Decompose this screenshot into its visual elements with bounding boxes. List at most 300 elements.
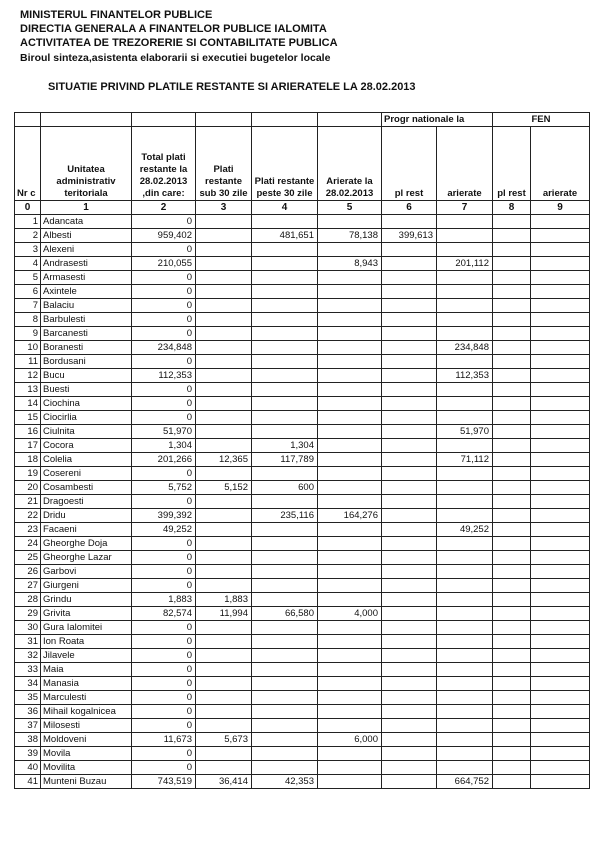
fen-arierate-cell: [531, 747, 590, 761]
unit-name: Cocora: [41, 439, 132, 453]
row-number: 40: [15, 761, 41, 775]
arierate-cell: [318, 523, 382, 537]
fen-plrest-cell: [493, 285, 531, 299]
pn-arierate-cell: [437, 747, 493, 761]
peste30-cell: [252, 341, 318, 355]
fen-arierate-cell: [531, 327, 590, 341]
fen-plrest-cell: [493, 355, 531, 369]
peste30-cell: [252, 285, 318, 299]
table-body: [15, 215, 590, 789]
unit-name: Buesti: [41, 383, 132, 397]
arrears-table: [14, 112, 590, 789]
total-cell: 0: [132, 663, 196, 677]
peste30-cell: [252, 467, 318, 481]
peste30-cell: [252, 593, 318, 607]
fen-plrest-cell: [493, 775, 531, 789]
total-cell: 0: [132, 467, 196, 481]
fen-plrest-cell: [493, 719, 531, 733]
pn-arierate-cell: 71,112: [437, 453, 493, 467]
arierate-cell: [318, 411, 382, 425]
pn-arierate-cell: [437, 383, 493, 397]
col-number: 6: [382, 201, 437, 215]
total-cell: 82,574: [132, 607, 196, 621]
row-number: 15: [15, 411, 41, 425]
fen-arierate-cell: [531, 495, 590, 509]
fen-plrest-cell: [493, 397, 531, 411]
arierate-cell: [318, 327, 382, 341]
total-cell: 0: [132, 397, 196, 411]
fen-arierate-cell: [531, 369, 590, 383]
sub30-cell: [196, 747, 252, 761]
pn-plrest-cell: [382, 383, 437, 397]
sub30-cell: [196, 299, 252, 313]
peste30-cell: [252, 425, 318, 439]
unit-name: Balaciu: [41, 299, 132, 313]
sub30-cell: [196, 537, 252, 551]
unit-name: Armasesti: [41, 271, 132, 285]
sub30-cell: [196, 439, 252, 453]
total-cell: 0: [132, 285, 196, 299]
fen-arierate-cell: [531, 691, 590, 705]
fen-plrest-cell: [493, 509, 531, 523]
row-number: 12: [15, 369, 41, 383]
peste30-cell: [252, 355, 318, 369]
sub30-cell: [196, 621, 252, 635]
pn-arierate-cell: 234,848: [437, 341, 493, 355]
row-number: 9: [15, 327, 41, 341]
peste30-cell: 235,116: [252, 509, 318, 523]
fen-plrest-cell: [493, 411, 531, 425]
fen-arierate-cell: [531, 593, 590, 607]
col-header-total: Total plati restante la 28.02.2013 ,din care:: [132, 127, 196, 201]
fen-arierate-cell: [531, 649, 590, 663]
peste30-cell: [252, 579, 318, 593]
sub30-cell: 1,883: [196, 593, 252, 607]
unit-name: Barbulesti: [41, 313, 132, 327]
total-cell: 399,392: [132, 509, 196, 523]
sub30-cell: [196, 705, 252, 719]
total-cell: 112,353: [132, 369, 196, 383]
row-number: 25: [15, 551, 41, 565]
header-directorate: DIRECTIA GENERALA A FINANTELOR PUBLICE IALOMITA: [20, 23, 327, 35]
pn-arierate-cell: [437, 761, 493, 775]
sub30-cell: [196, 691, 252, 705]
sub30-cell: 5,673: [196, 733, 252, 747]
table-row: [15, 719, 590, 733]
arierate-cell: [318, 271, 382, 285]
table-row: [15, 663, 590, 677]
pn-arierate-cell: [437, 565, 493, 579]
pn-plrest-cell: [382, 341, 437, 355]
peste30-cell: [252, 537, 318, 551]
fen-arierate-cell: [531, 509, 590, 523]
fen-plrest-cell: [493, 677, 531, 691]
arierate-cell: [318, 579, 382, 593]
sub30-cell: [196, 229, 252, 243]
fen-arierate-cell: [531, 313, 590, 327]
table-row: [15, 355, 590, 369]
total-cell: 0: [132, 299, 196, 313]
total-cell: 51,970: [132, 425, 196, 439]
arierate-cell: [318, 355, 382, 369]
peste30-cell: [252, 397, 318, 411]
fen-plrest-cell: [493, 229, 531, 243]
sub30-cell: [196, 383, 252, 397]
sub30-cell: [196, 579, 252, 593]
sub30-cell: [196, 313, 252, 327]
header-empty-cell: [196, 113, 252, 127]
pn-arierate-cell: [437, 593, 493, 607]
peste30-cell: [252, 551, 318, 565]
header-empty-cell: [318, 113, 382, 127]
pn-arierate-cell: [437, 271, 493, 285]
row-number: 4: [15, 257, 41, 271]
arierate-cell: [318, 677, 382, 691]
table-row: [15, 383, 590, 397]
header-ministry: MINISTERUL FINANTELOR PUBLICE: [20, 9, 213, 21]
unit-name: Mihail kogalnicea: [41, 705, 132, 719]
fen-arierate-cell: [531, 229, 590, 243]
total-cell: 0: [132, 747, 196, 761]
arierate-cell: 78,138: [318, 229, 382, 243]
table-row: [15, 635, 590, 649]
arierate-cell: 4,000: [318, 607, 382, 621]
total-cell: 0: [132, 383, 196, 397]
pn-arierate-cell: [437, 495, 493, 509]
pn-plrest-cell: [382, 495, 437, 509]
fen-arierate-cell: [531, 271, 590, 285]
unit-name: Cosambesti: [41, 481, 132, 495]
row-number: 36: [15, 705, 41, 719]
col-header-pn-plrest: pl rest: [382, 127, 437, 201]
fen-plrest-cell: [493, 607, 531, 621]
row-number: 34: [15, 677, 41, 691]
fen-arierate-cell: [531, 453, 590, 467]
table-row: [15, 495, 590, 509]
row-number: 26: [15, 565, 41, 579]
arierate-cell: [318, 397, 382, 411]
table-row: [15, 257, 590, 271]
arierate-cell: [318, 593, 382, 607]
arierate-cell: [318, 719, 382, 733]
row-number: 7: [15, 299, 41, 313]
pn-arierate-cell: [437, 621, 493, 635]
fen-plrest-cell: [493, 551, 531, 565]
fen-plrest-cell: [493, 621, 531, 635]
unit-name: Manasia: [41, 677, 132, 691]
pn-plrest-cell: [382, 397, 437, 411]
peste30-cell: 117,789: [252, 453, 318, 467]
sub30-cell: [196, 467, 252, 481]
row-number: 28: [15, 593, 41, 607]
sub30-cell: [196, 215, 252, 229]
pn-arierate-cell: [437, 691, 493, 705]
pn-arierate-cell: [437, 537, 493, 551]
row-number: 21: [15, 495, 41, 509]
table-row: [15, 467, 590, 481]
total-cell: 0: [132, 271, 196, 285]
table-row: [15, 341, 590, 355]
sub30-cell: [196, 327, 252, 341]
unit-name: Cosereni: [41, 467, 132, 481]
fen-arierate-cell: [531, 425, 590, 439]
sub30-cell: [196, 257, 252, 271]
row-number: 14: [15, 397, 41, 411]
row-number: 17: [15, 439, 41, 453]
total-cell: 0: [132, 551, 196, 565]
sub30-cell: [196, 355, 252, 369]
pn-arierate-cell: [437, 411, 493, 425]
pn-plrest-cell: [382, 425, 437, 439]
unit-name: Jilavele: [41, 649, 132, 663]
pn-arierate-cell: [437, 355, 493, 369]
unit-name: Giurgeni: [41, 579, 132, 593]
table-row: [15, 509, 590, 523]
pn-plrest-cell: [382, 635, 437, 649]
pn-arierate-cell: [437, 733, 493, 747]
pn-plrest-cell: [382, 649, 437, 663]
arierate-cell: [318, 537, 382, 551]
fen-plrest-cell: [493, 383, 531, 397]
table-row: [15, 733, 590, 747]
unit-name: Moldoveni: [41, 733, 132, 747]
fen-arierate-cell: [531, 523, 590, 537]
unit-name: Albesti: [41, 229, 132, 243]
total-cell: 0: [132, 355, 196, 369]
peste30-cell: [252, 705, 318, 719]
peste30-cell: [252, 691, 318, 705]
pn-plrest-cell: [382, 439, 437, 453]
peste30-cell: [252, 495, 318, 509]
unit-name: Milosesti: [41, 719, 132, 733]
table-row: [15, 775, 590, 789]
pn-arierate-cell: [437, 551, 493, 565]
pn-plrest-cell: [382, 285, 437, 299]
arierate-cell: [318, 705, 382, 719]
peste30-cell: [252, 663, 318, 677]
unit-name: Movilita: [41, 761, 132, 775]
col-number: 7: [437, 201, 493, 215]
pn-plrest-cell: [382, 523, 437, 537]
pn-arierate-cell: [437, 509, 493, 523]
row-number: 18: [15, 453, 41, 467]
sub30-cell: [196, 369, 252, 383]
total-cell: 0: [132, 495, 196, 509]
peste30-cell: 600: [252, 481, 318, 495]
unit-name: Ion Roata: [41, 635, 132, 649]
total-cell: 0: [132, 761, 196, 775]
group-header-progr: Progr nationale la: [382, 113, 493, 127]
col-header-fen-plrest: pl rest: [493, 127, 531, 201]
row-number: 29: [15, 607, 41, 621]
total-cell: 0: [132, 537, 196, 551]
pn-plrest-cell: [382, 215, 437, 229]
unit-name: Movila: [41, 747, 132, 761]
total-cell: 0: [132, 313, 196, 327]
pn-plrest-cell: [382, 453, 437, 467]
total-cell: 234,848: [132, 341, 196, 355]
fen-arierate-cell: [531, 537, 590, 551]
row-number: 33: [15, 663, 41, 677]
arierate-cell: [318, 747, 382, 761]
peste30-cell: 42,353: [252, 775, 318, 789]
fen-plrest-cell: [493, 341, 531, 355]
pn-arierate-cell: [437, 677, 493, 691]
fen-plrest-cell: [493, 691, 531, 705]
sub30-cell: [196, 397, 252, 411]
fen-plrest-cell: [493, 439, 531, 453]
pn-arierate-cell: [437, 299, 493, 313]
total-cell: 0: [132, 719, 196, 733]
arierate-cell: [318, 285, 382, 299]
peste30-cell: [252, 761, 318, 775]
table-row: [15, 677, 590, 691]
total-cell: 201,266: [132, 453, 196, 467]
sub30-cell: [196, 761, 252, 775]
pn-plrest-cell: [382, 677, 437, 691]
fen-arierate-cell: [531, 383, 590, 397]
arierate-cell: [318, 313, 382, 327]
table-row: [15, 397, 590, 411]
table-row: [15, 453, 590, 467]
unit-name: Gheorghe Lazar: [41, 551, 132, 565]
pn-plrest-cell: [382, 551, 437, 565]
total-cell: 210,055: [132, 257, 196, 271]
pn-plrest-cell: [382, 537, 437, 551]
col-header-pn-arierate: arierate: [437, 127, 493, 201]
row-number: 31: [15, 635, 41, 649]
row-number: 24: [15, 537, 41, 551]
peste30-cell: [252, 411, 318, 425]
pn-plrest-cell: [382, 607, 437, 621]
fen-arierate-cell: [531, 621, 590, 635]
pn-plrest-cell: [382, 733, 437, 747]
pn-plrest-cell: [382, 775, 437, 789]
unit-name: Munteni Buzau: [41, 775, 132, 789]
peste30-cell: [252, 565, 318, 579]
pn-plrest-cell: [382, 565, 437, 579]
arierate-cell: [318, 453, 382, 467]
arierate-cell: [318, 467, 382, 481]
col-header-sub30: Plati restante sub 30 zile: [196, 127, 252, 201]
sub30-cell: [196, 663, 252, 677]
table-row: [15, 425, 590, 439]
unit-name: Marculesti: [41, 691, 132, 705]
row-number: 30: [15, 621, 41, 635]
col-header-arierate: Arierate la 28.02.2013: [318, 127, 382, 201]
row-number: 32: [15, 649, 41, 663]
sub30-cell: [196, 341, 252, 355]
table-row: [15, 705, 590, 719]
total-cell: 11,673: [132, 733, 196, 747]
pn-plrest-cell: 399,613: [382, 229, 437, 243]
pn-arierate-cell: [437, 705, 493, 719]
row-number: 3: [15, 243, 41, 257]
pn-plrest-cell: [382, 327, 437, 341]
arierate-cell: [318, 369, 382, 383]
pn-plrest-cell: [382, 355, 437, 369]
sub30-cell: [196, 523, 252, 537]
total-cell: 0: [132, 243, 196, 257]
pn-arierate-cell: 51,970: [437, 425, 493, 439]
peste30-cell: [252, 243, 318, 257]
unit-name: Grivita: [41, 607, 132, 621]
col-number: 8: [493, 201, 531, 215]
fen-arierate-cell: [531, 551, 590, 565]
fen-plrest-cell: [493, 663, 531, 677]
pn-plrest-cell: [382, 257, 437, 271]
fen-plrest-cell: [493, 467, 531, 481]
col-header-unitatea: Unitatea administrativ teritoriala: [41, 127, 132, 201]
total-cell: 959,402: [132, 229, 196, 243]
fen-plrest-cell: [493, 593, 531, 607]
pn-plrest-cell: [382, 509, 437, 523]
peste30-cell: [252, 369, 318, 383]
fen-plrest-cell: [493, 537, 531, 551]
total-cell: 743,519: [132, 775, 196, 789]
arierate-cell: [318, 761, 382, 775]
pn-arierate-cell: 664,752: [437, 775, 493, 789]
row-number: 27: [15, 579, 41, 593]
peste30-cell: [252, 215, 318, 229]
unit-name: Maia: [41, 663, 132, 677]
total-cell: 0: [132, 677, 196, 691]
unit-name: Gura Ialomitei: [41, 621, 132, 635]
header-empty-cell: [15, 113, 41, 127]
fen-arierate-cell: [531, 467, 590, 481]
arierate-cell: [318, 663, 382, 677]
total-cell: 0: [132, 215, 196, 229]
fen-arierate-cell: [531, 257, 590, 271]
fen-plrest-cell: [493, 299, 531, 313]
arierate-cell: [318, 243, 382, 257]
table-row: [15, 761, 590, 775]
sub30-cell: [196, 677, 252, 691]
pn-arierate-cell: [437, 467, 493, 481]
pn-arierate-cell: 201,112: [437, 257, 493, 271]
fen-arierate-cell: [531, 663, 590, 677]
col-number: 1: [41, 201, 132, 215]
table-row: [15, 313, 590, 327]
total-cell: 0: [132, 621, 196, 635]
peste30-cell: [252, 649, 318, 663]
fen-plrest-cell: [493, 425, 531, 439]
fen-arierate-cell: [531, 243, 590, 257]
pn-arierate-cell: [437, 635, 493, 649]
header-empty-cell: [41, 113, 132, 127]
unit-name: Dridu: [41, 509, 132, 523]
fen-plrest-cell: [493, 495, 531, 509]
header-empty-cell: [132, 113, 196, 127]
row-number: 39: [15, 747, 41, 761]
sub30-cell: [196, 411, 252, 425]
arierate-cell: [318, 425, 382, 439]
fen-arierate-cell: [531, 579, 590, 593]
arierate-cell: [318, 691, 382, 705]
total-cell: 49,252: [132, 523, 196, 537]
row-number: 2: [15, 229, 41, 243]
fen-plrest-cell: [493, 523, 531, 537]
table-row: [15, 439, 590, 453]
fen-arierate-cell: [531, 285, 590, 299]
unit-name: Bucu: [41, 369, 132, 383]
col-number: 2: [132, 201, 196, 215]
fen-plrest-cell: [493, 747, 531, 761]
pn-plrest-cell: [382, 761, 437, 775]
pn-arierate-cell: [437, 719, 493, 733]
pn-arierate-cell: [437, 313, 493, 327]
arierate-cell: 6,000: [318, 733, 382, 747]
